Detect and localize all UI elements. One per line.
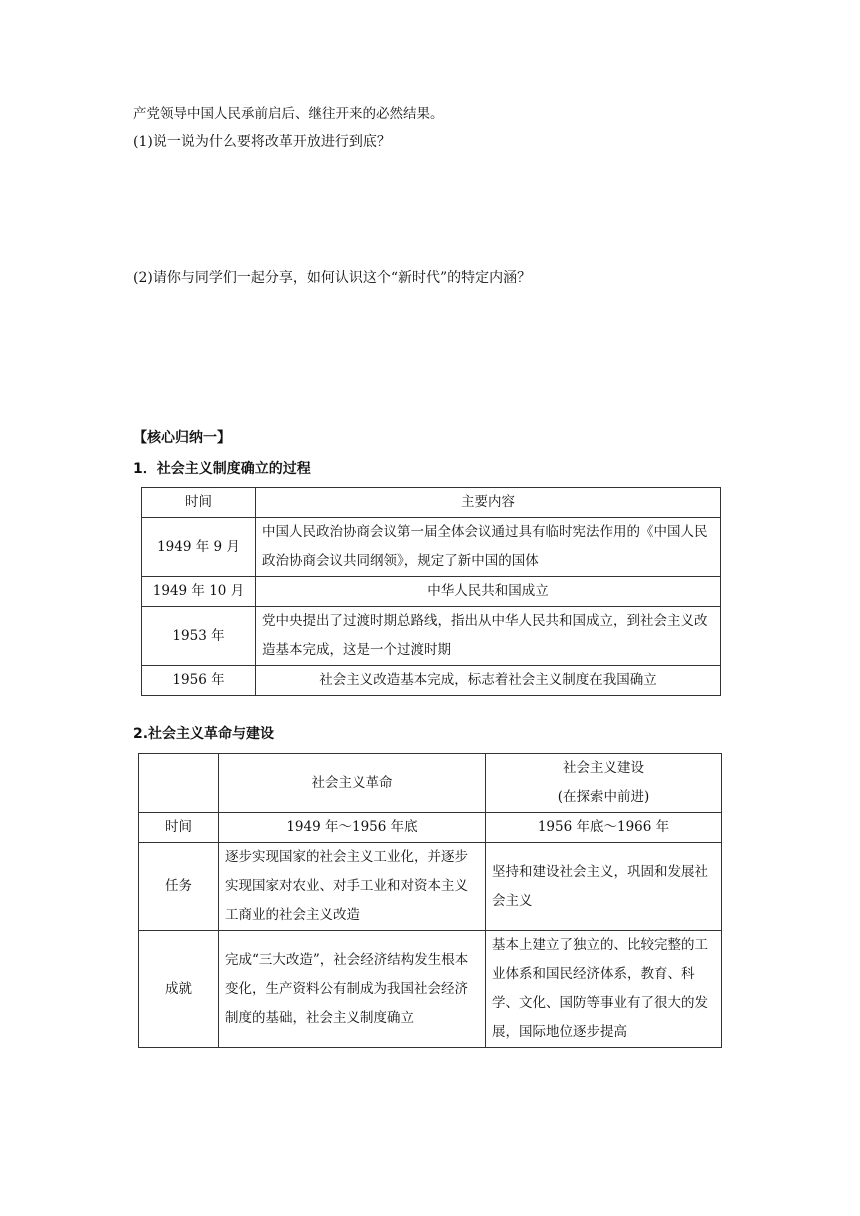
row-revolution: 逐步实现国家的社会主义工业化，并逐步实现国家对农业、对手工业和对资本主义工商业的社会主义改造 — [219, 843, 486, 931]
row-label: 任务 — [139, 843, 219, 931]
header-blank — [139, 754, 219, 813]
header-content: 主要内容 — [256, 488, 721, 518]
question-1: (1)说一说为什么要将改革开放进行到底？ — [133, 134, 391, 150]
table-row — [142, 607, 721, 666]
establishment-process-table — [141, 487, 721, 696]
row-construction: 1956 年底～1966 年 — [486, 813, 722, 843]
table-header-row — [139, 754, 722, 813]
header-construction — [486, 754, 722, 813]
question-2: (2)请你与同学们一起分享，如何认识这个“新时代”的特定内涵？ — [133, 270, 532, 286]
table-row — [142, 577, 721, 607]
row-content: 中国人民政治协商会议第一届全体会议通过具有临时宪法作用的《中国人民政治协商会议共同纲领》，规定了新中国的国体 — [256, 518, 721, 577]
intro-line: 产党领导中国人民承前启后、继往开来的必然结果。 — [133, 106, 444, 122]
row-revolution: 完成“三大改造”，社会经济结构发生根本变化，生产资料公有制成为我国社会经济制度的基础，社会主义制度确立 — [219, 931, 486, 1048]
header-construction-line2: (在探索中前进) — [557, 789, 650, 805]
table-header-row — [142, 488, 721, 518]
header-time: 时间 — [142, 488, 256, 518]
table-row — [139, 843, 722, 931]
row-time: 1953 年 — [142, 607, 256, 666]
header-construction-line1: 社会主义建设 — [563, 760, 644, 776]
table-row — [139, 813, 722, 843]
row-construction: 坚持和建设社会主义，巩固和发展社会主义 — [486, 843, 722, 931]
summary-heading: 【核心归纳一】 — [133, 430, 231, 446]
table-row — [142, 518, 721, 577]
revolution-construction-table — [138, 753, 722, 1048]
table-row — [142, 666, 721, 696]
section-2-title: 2.社会主义革命与建设 — [133, 726, 275, 742]
row-content: 社会主义改造基本完成，标志着社会主义制度在我国确立 — [256, 666, 721, 696]
row-time: 1949 年 10 月 — [142, 577, 256, 607]
row-revolution: 1949 年～1956 年底 — [219, 813, 486, 843]
row-label: 时间 — [139, 813, 219, 843]
row-construction: 基本上建立了独立的、比较完整的工业体系和国民经济体系，教育、科学、文化、国防等事业有了很大的发展，国际地位逐步提高 — [486, 931, 722, 1048]
row-content: 中华人民共和国成立 — [256, 577, 721, 607]
row-time: 1949 年 9 月 — [142, 518, 256, 577]
section-1-title: 1．社会主义制度确立的过程 — [133, 461, 311, 477]
table-row — [139, 931, 722, 1048]
row-label: 成就 — [139, 931, 219, 1048]
row-time: 1956 年 — [142, 666, 256, 696]
header-revolution: 社会主义革命 — [219, 754, 486, 813]
row-content: 党中央提出了过渡时期总路线，指出从中华人民共和国成立，到社会主义改造基本完成，这是一个过渡时期 — [256, 607, 721, 666]
